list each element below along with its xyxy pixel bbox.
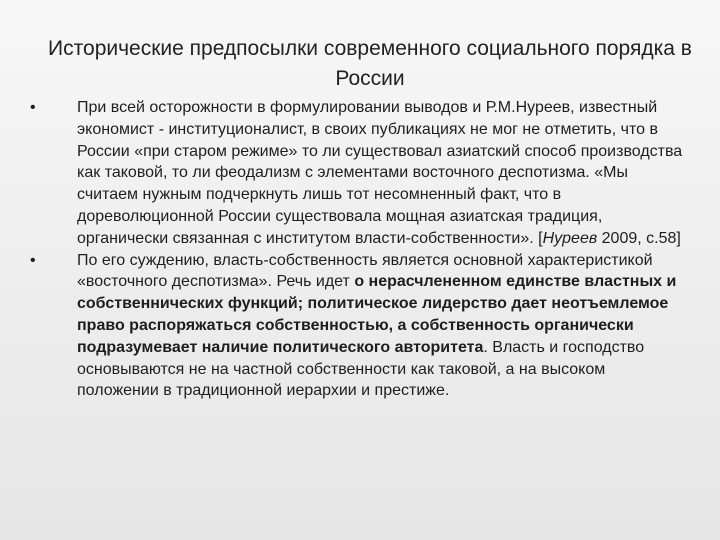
bullet-list: [30, 97, 690, 402]
bullet-text: По его суждению, власть-собственность является основной характеристикой «восточного деспотизма». Речь идет: [77, 251, 653, 291]
citation-reference: 2009, с.58]: [597, 229, 681, 247]
bullet-marker: •: [30, 251, 36, 269]
citation-author: Нуреев: [542, 229, 598, 247]
bullet-marker: •: [30, 99, 36, 116]
slide-title: Исторические предпосылки современного социального порядка в России: [48, 37, 692, 90]
bullet-text-emphasis: о нерасчлененном единстве властных и собственнических функций; политическое лидерство дает неотъемлемое право распоряжаться собственностью, а собственность органически подразумевает наличие политического авторитета: [77, 273, 677, 356]
bullet-item-2: [30, 250, 690, 403]
bullet-text: При всей осторожности в формулировании выводов и Р.М.Нуреев, известный экономист - институционалист, в своих публикациях не мог не отметить, что в России «при старом режиме» то ли существовал азиатский способ производства как таковой, то ли феодализм с элементами восточного деспотизма. «Мы считаем нужным подчеркнуть лишь тот несомненный факт, что в дореволюционной России существовала мощная азиатская традиция, органически связанная с институтом власти-собственности». [: [77, 99, 683, 247]
bullet-item-1: [30, 97, 690, 250]
bullet-text-end: . Власть и господство основываются не на частной собственности как таковой, а на высоком положении в традиционной иерархии и престиже.: [77, 338, 645, 400]
